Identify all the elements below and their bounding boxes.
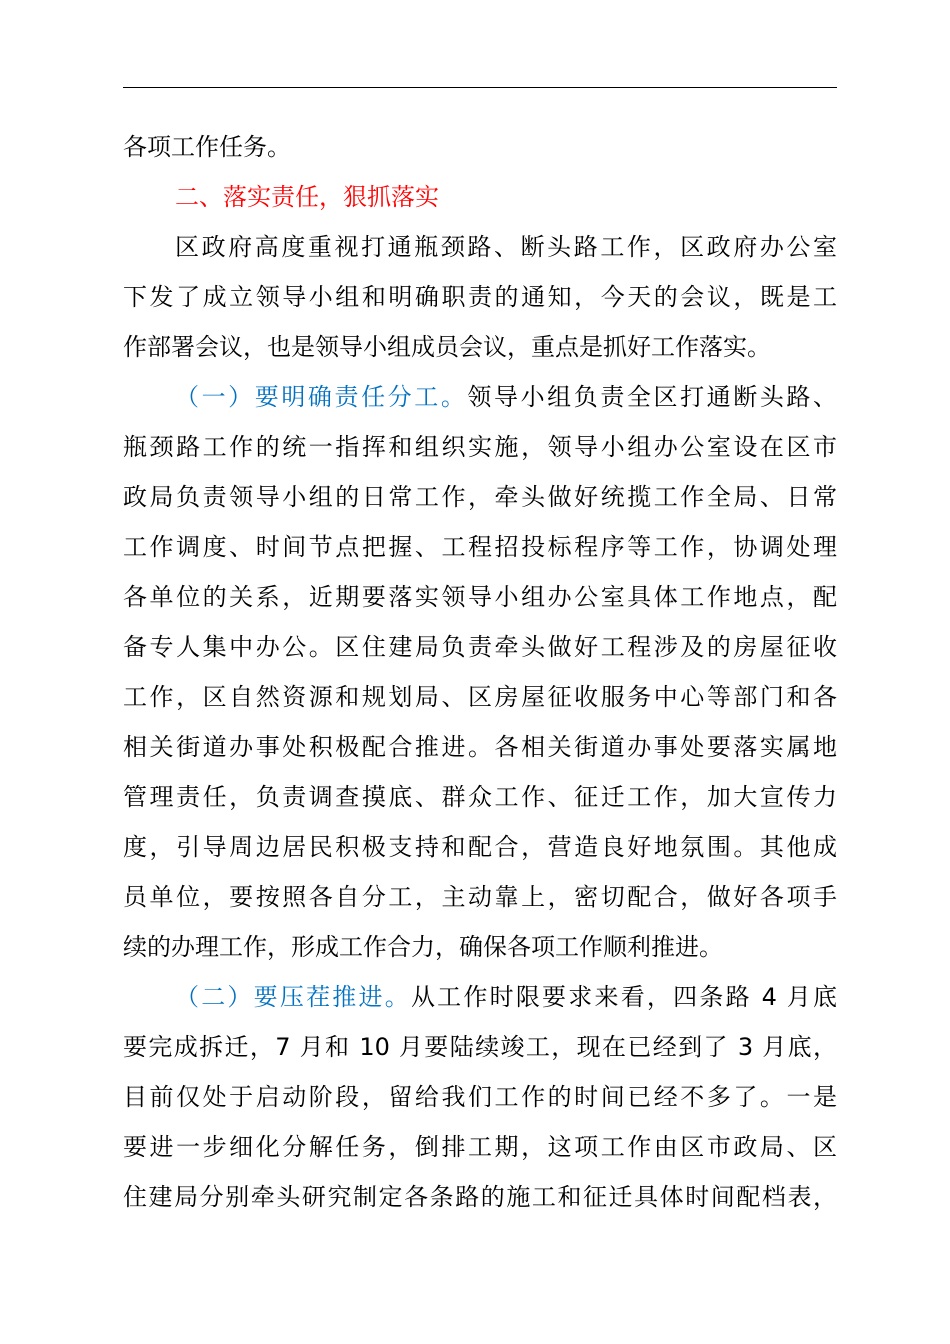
text-line: 政局负责领导小组的日常工作，牵头做好统揽工作全局、日常	[123, 483, 837, 511]
subsection-line	[123, 972, 837, 1022]
text-line: 瓶颈路工作的统一指挥和组织实施，领导小组办公室设在区市	[123, 433, 837, 461]
text-line: 备专人集中办公。区住建局负责牵头做好工程涉及的房屋征收	[123, 633, 837, 661]
document-body	[123, 122, 837, 1222]
text-line: 各项工作任务。	[123, 133, 291, 161]
text-line: 相关街道办事处积极配合推进。各相关街道办事处要落实属地	[123, 733, 837, 761]
text-line: 要进一步细化分解任务，倒排工期，这项工作由区市政局、区	[123, 1133, 837, 1161]
subsection-heading: （一）要明确责任分工。	[175, 383, 468, 411]
subsection-line	[123, 372, 837, 422]
text-line: 目前仅处于启动阶段，留给我们工作的时间已经不多了。一是	[123, 1083, 837, 1111]
subsection-text: 领导小组负责全区打通断头路、	[467, 383, 838, 411]
text-line: 工作，区自然资源和规划局、区房屋征收服务中心等部门和各	[123, 683, 837, 711]
text-line: 管理责任，负责调查摸底、群众工作、征迁工作，加大宣传力	[123, 783, 837, 811]
text-line: 工作调度、时间节点把握、工程招投标程序等工作，协调处理	[123, 533, 837, 561]
text-line: 各单位的关系，近期要落实领导小组办公室具体工作地点，配	[123, 583, 837, 611]
text-line: 度，引导周边居民积极支持和配合，营造良好地氛围。其他成	[123, 833, 837, 861]
paragraph-first-line: 区政府高度重视打通瓶颈路、断头路工作，区政府办公室	[175, 233, 837, 261]
text-line: 要完成拆迁，7 月和 10 月要陆续竣工，现在已经到了 3 月底，	[123, 1033, 837, 1061]
text-line: 续的办理工作，形成工作合力，确保各项工作顺利推进。	[123, 933, 723, 961]
subsection-heading: （二）要压茬推进。	[175, 983, 411, 1011]
subsection-text: 从工作时限要求来看，四条路 4 月底	[410, 983, 837, 1011]
text-line: 员单位，要按照各自分工，主动靠上，密切配合，做好各项手	[123, 883, 837, 911]
section-heading: 二、落实责任，狠抓落实	[175, 183, 439, 211]
text-line: 下发了成立领导小组和明确职责的通知，今天的会议，既是工	[123, 283, 837, 311]
header-rule	[123, 87, 837, 88]
text-line: 作部署会议，也是领导小组成员会议，重点是抓好工作落实。	[123, 333, 771, 361]
text-line: 住建局分别牵头研究制定各条路的施工和征迁具体时间配档表，	[123, 1183, 837, 1211]
